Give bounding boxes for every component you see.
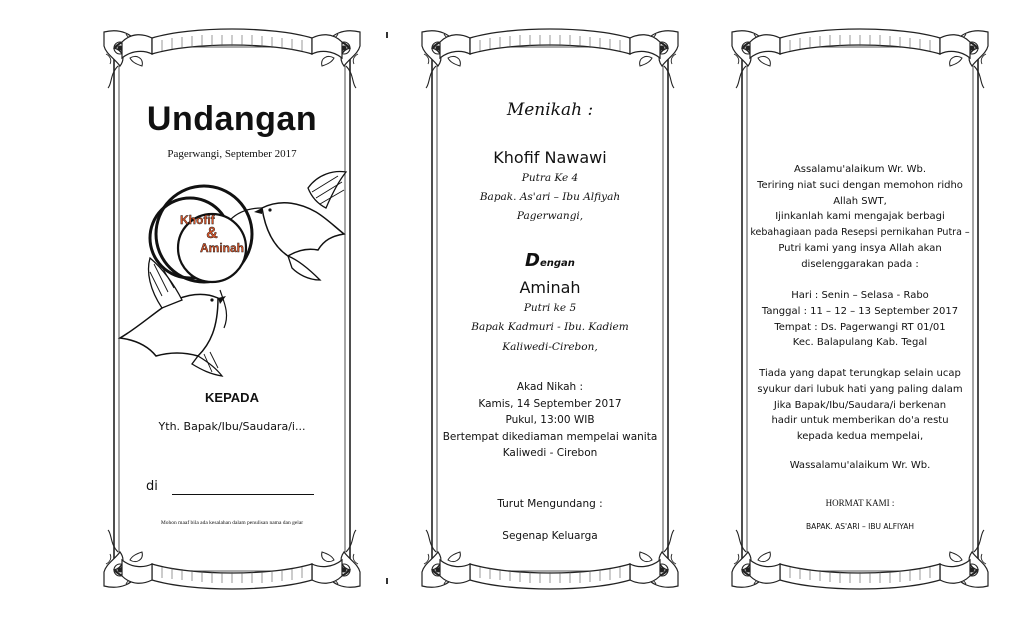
- groom-name: Khofif Nawawi: [493, 148, 607, 167]
- logo-name-groom: Khofif: [180, 213, 215, 227]
- recipient-line: Yth. Bapak/Ibu/Saudara/i...: [158, 420, 306, 433]
- akad-line: Bertempat dikediaman mempelai wanita: [442, 430, 658, 443]
- akad-line: Kamis, 14 September 2017: [478, 397, 622, 410]
- address-underline: [172, 494, 314, 495]
- turut-mengundang: Turut Mengundang :: [497, 498, 603, 510]
- dengan-heading: [418, 250, 682, 271]
- couple-logo: [178, 214, 246, 286]
- event-line: Kec. Balapulang Kab. Tegal: [792, 337, 928, 349]
- recipient-address: [146, 479, 158, 494]
- footnote: Mohon maaf bila ada kesalahan dalam penulisan nama dan gelar: [160, 520, 304, 526]
- dove-upper-icon: [254, 172, 346, 280]
- fold-mark: [386, 32, 388, 38]
- bride-name: Aminah: [519, 278, 581, 297]
- opening-line: Teriring niat suci dengan memohon ridho: [757, 179, 963, 191]
- opening-line: Assalamu'alaikum Wr. Wb.: [793, 164, 927, 175]
- closing-paragraph: [728, 366, 992, 445]
- closing-line: kepada kedua mempelai,: [796, 431, 924, 443]
- groom-parents: Bapak. As'ari – Ibu Alfiyah: [479, 191, 621, 203]
- akad-line: Kaliwedi - Cirebon: [502, 447, 598, 459]
- fold-mark: [386, 578, 388, 584]
- akad-line: Akad Nikah :: [516, 381, 584, 393]
- event-panel: [728, 28, 992, 590]
- opening-line: diselenggarakan pada :: [801, 258, 919, 270]
- opening-line: Allah SWT,: [833, 195, 887, 207]
- segenap-keluarga: Segenap Keluarga: [502, 530, 598, 542]
- menikah-heading: Menikah :: [506, 100, 594, 120]
- event-line: Hari : Senin – Selasa - Rabo: [791, 290, 929, 301]
- cover-panel: [100, 28, 364, 590]
- akad-line: Pukul, 13:00 WIB: [505, 414, 595, 426]
- bride-child-order: Putri ke 5: [523, 302, 577, 314]
- event-details: [728, 288, 992, 351]
- place-date: Pagerwangi, September 2017: [167, 148, 297, 160]
- opening-line: Ijinkanlah kami mengajak berbagi: [775, 211, 945, 223]
- signature-names: BAPAK. AS'ARI – IBU ALFIYAH: [806, 522, 914, 531]
- kepada-heading: KEPADA: [205, 390, 259, 405]
- bride-parents: Bapak Kadmuri - Ibu. Kadiem: [471, 321, 629, 333]
- invitation-title: Undangan: [146, 100, 318, 138]
- groom-place: Pagerwangi,: [516, 210, 584, 222]
- couple-panel: [418, 28, 682, 590]
- di-label: di: [146, 479, 158, 494]
- opening-paragraph: [728, 162, 992, 273]
- hormat-kami: HORMAT KAMI :: [825, 498, 895, 508]
- closing-line: syukur dari lubuk hati yang paling dalam: [757, 383, 963, 395]
- event-line: Tanggal : 11 – 12 – 13 September 2017: [761, 305, 959, 317]
- groom-child-order: Putra Ke 4: [521, 172, 579, 184]
- opening-line: Putri kami yang insya Allah akan: [778, 242, 942, 254]
- closing-line: Jika Bapak/Ibu/Saudara/i berkenan: [773, 399, 947, 411]
- closing-line: Tiada yang dapat terungkap selain ucap: [759, 368, 961, 379]
- dengan-initial: D: [525, 250, 540, 271]
- wassalam-line: Wassalamu'alaikum Wr. Wb.: [789, 460, 931, 471]
- bride-place: Kaliwedi-Cirebon,: [502, 341, 598, 353]
- closing-line: hadir untuk memberikan do'a restu: [771, 415, 949, 427]
- dengan-rest: engan: [540, 258, 575, 269]
- event-line: Tempat : Ds. Pagerwangi RT 01/01: [774, 321, 946, 333]
- opening-line: kebahagiaan pada Resepsi pernikahan Putra –: [750, 227, 970, 239]
- akad-details: [418, 379, 682, 462]
- logo-ampersand: &: [206, 225, 218, 242]
- logo-name-bride: Aminah: [199, 241, 244, 255]
